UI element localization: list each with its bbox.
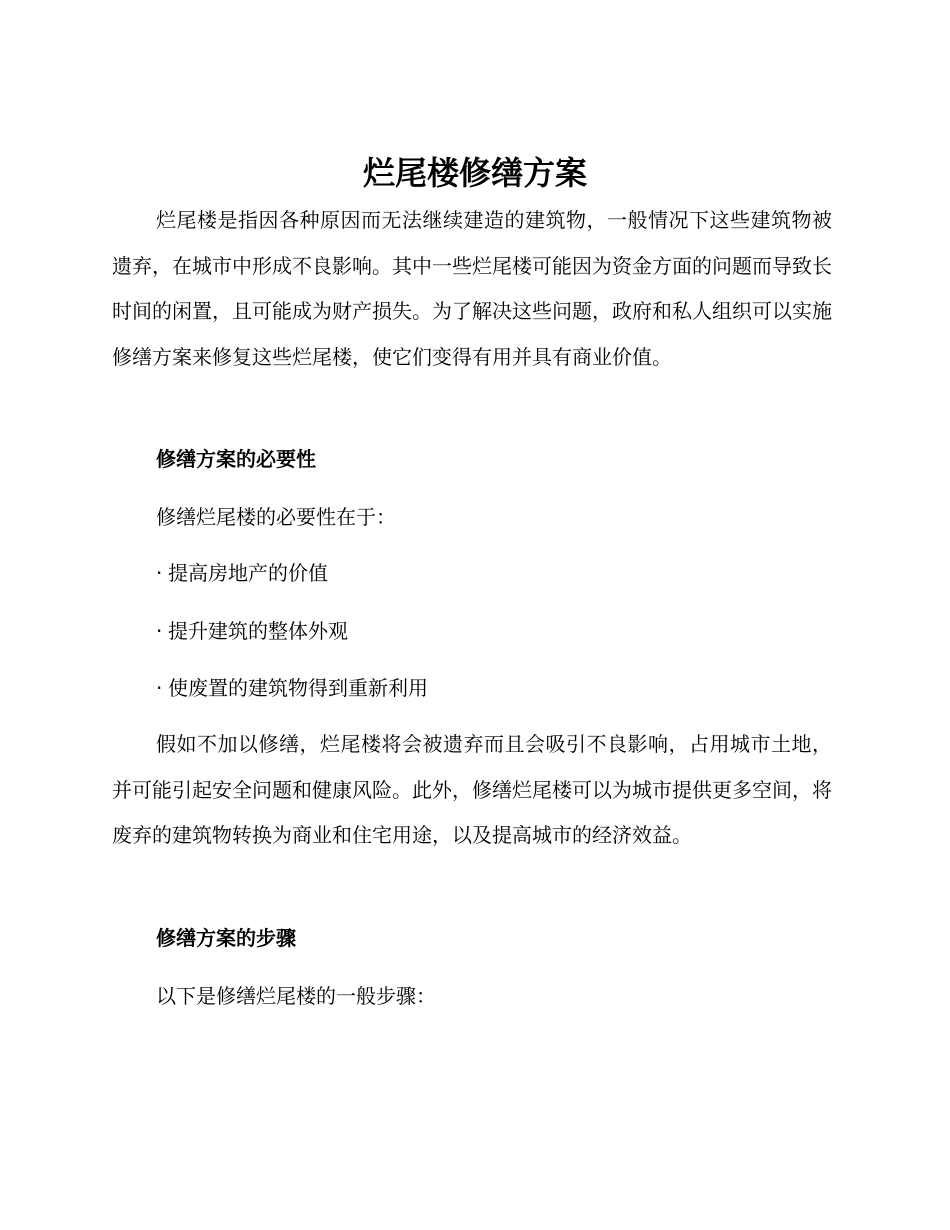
bullet-item [156,558,328,588]
bullet-dot: · [156,676,163,700]
document-title: 烂尾楼修缮方案 [362,154,587,192]
section-heading-necessity: 修缮方案的必要性 [156,447,316,471]
necessity-lead-text: 修缮烂尾楼的必要性在于： [156,505,396,529]
bullet-dot: · [156,619,163,643]
bullet-text: 使废置的建筑物得到重新利用 [168,676,428,700]
bullet-dot: · [156,561,163,585]
bullet-item [156,673,428,703]
section-heading-steps: 修缮方案的步骤 [156,926,296,950]
necessity-paragraph: 假如不加以修缮，烂尾楼将会被遗弃而且会吸引不良影响，占用城市土地，并可能引起安全问题和健康风险。此外，修缮烂尾楼可以为城市提供更多空间，将废弃的建筑物转换为商业和住宅用途，以及提高城市的经济效益。 [112,732,832,847]
bullet-item [156,616,348,646]
intro-paragraph: 烂尾楼是指因各种原因而无法继续建造的建筑物，一般情况下这些建筑物被遗弃，在城市中形成不良影响。其中一些烂尾楼可能因为资金方面的问题而导致长时间的闲置，且可能成为财产损失。为了解决这些问题，政府和私人组织可以实施修缮方案来修复这些烂尾楼，使它们变得有用并具有商业价值。 [112,208,832,369]
bullet-text: 提高房地产的价值 [168,561,328,585]
steps-lead-text: 以下是修缮烂尾楼的一般步骤： [156,984,436,1008]
bullet-text: 提升建筑的整体外观 [168,619,348,643]
